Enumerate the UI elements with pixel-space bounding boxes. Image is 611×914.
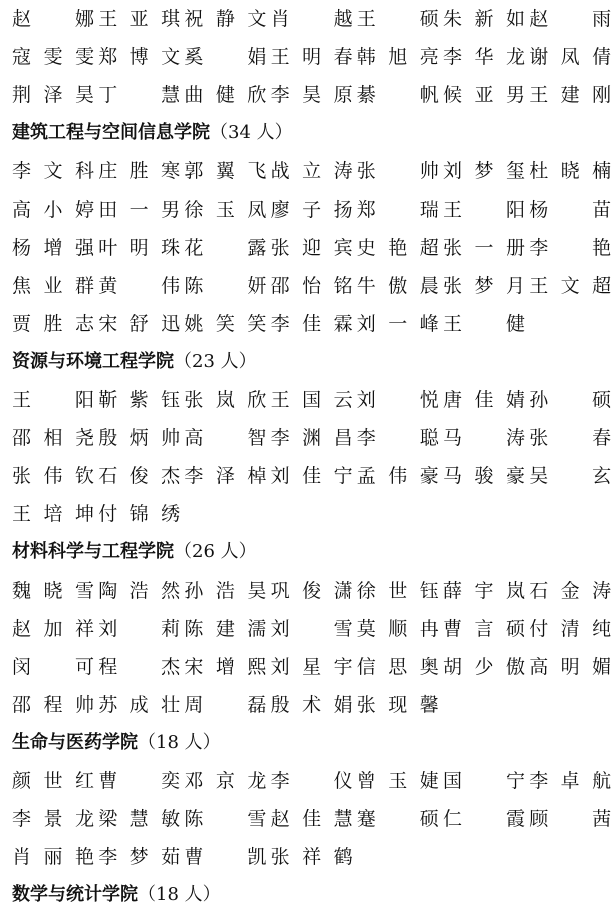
person-name: 谢凤倩 xyxy=(529,46,611,69)
name-row xyxy=(12,0,611,38)
person-name: 莫顺冉 xyxy=(356,617,439,640)
college-count: （23 人） xyxy=(174,350,257,372)
person-name: 胡少傲 xyxy=(443,655,525,678)
person-name: 石金涛 xyxy=(529,579,611,602)
person-name: 曲健欣 xyxy=(184,84,267,107)
person-name: 韩旭亮 xyxy=(356,46,439,69)
name-row xyxy=(12,381,611,419)
college-name: 生命与医药学院 xyxy=(12,731,138,753)
person-name: 闵 可 xyxy=(12,655,94,678)
person-name: 寇雯雯 xyxy=(12,46,94,69)
person-name: 周 磊 xyxy=(184,693,267,716)
person-name: 唐佳婧 xyxy=(443,389,525,411)
person-name: 肖 越 xyxy=(270,8,353,30)
person-name: 付清纯 xyxy=(529,617,611,640)
person-name: 张伟钦 xyxy=(12,465,94,488)
person-name: 王国云 xyxy=(270,389,353,411)
person-name: 王 阳 xyxy=(443,198,525,221)
person-name: 田一男 xyxy=(98,198,181,221)
person-name: 苏成壮 xyxy=(98,693,181,716)
college-heading xyxy=(12,343,592,381)
person-name: 赵加祥 xyxy=(12,617,94,640)
person-name: 王亚琪 xyxy=(98,8,181,30)
person-name: 王明春 xyxy=(270,46,353,69)
person-name: 陈 妍 xyxy=(184,274,267,297)
person-name: 王 硕 xyxy=(356,8,439,30)
person-name: 梁慧敏 xyxy=(98,808,181,831)
person-name: 张迎宾 xyxy=(270,236,353,259)
person-name: 马骏豪 xyxy=(443,465,525,488)
person-name: 徐玉凤 xyxy=(184,198,267,221)
person-name: 宋增熙 xyxy=(184,655,267,678)
name-row xyxy=(12,152,611,190)
person-name: 郑博文 xyxy=(98,46,181,69)
college-heading xyxy=(12,533,592,571)
person-name: 朱新如 xyxy=(443,8,525,30)
college-count: （26 人） xyxy=(174,541,257,563)
person-name: 李渊昌 xyxy=(270,427,353,450)
person-name: 徐世钰 xyxy=(356,579,439,602)
person-name: 王培坤 xyxy=(12,503,94,526)
name-row xyxy=(12,267,611,305)
college-heading xyxy=(12,724,592,762)
person-name: 靳紫钰 xyxy=(98,389,181,411)
person-name: 李昊原 xyxy=(270,84,353,107)
person-name: 杜晓楠 xyxy=(529,160,611,183)
person-name: 石俊杰 xyxy=(98,465,181,488)
name-row xyxy=(12,838,600,876)
person-name: 高 智 xyxy=(184,427,267,450)
name-row xyxy=(12,457,611,495)
person-name: 牛傲晨 xyxy=(356,274,439,297)
college-heading xyxy=(12,876,592,914)
person-name: 邓京龙 xyxy=(184,770,267,792)
person-name: 张现馨 xyxy=(356,693,439,716)
person-name: 高明媚 xyxy=(529,655,611,678)
college-count: （34 人） xyxy=(210,122,293,144)
person-name: 张岚欣 xyxy=(184,389,267,411)
name-row xyxy=(12,419,611,457)
person-name: 高小婷 xyxy=(12,198,94,221)
person-name: 孙浩昊 xyxy=(184,579,267,602)
person-name: 祝静文 xyxy=(184,8,267,30)
person-name: 廖子扬 xyxy=(270,198,353,221)
person-name: 赵 娜 xyxy=(12,8,94,30)
name-row xyxy=(12,495,600,533)
person-name: 蹇 硕 xyxy=(356,808,439,831)
name-row xyxy=(12,191,611,229)
name-row xyxy=(12,38,611,76)
name-row xyxy=(12,305,600,343)
person-name: 巩俊潇 xyxy=(270,579,353,602)
name-row xyxy=(12,610,611,648)
college-count: （18 人） xyxy=(138,731,221,753)
person-name: 李卓航 xyxy=(529,770,611,792)
person-name: 李华龙 xyxy=(443,46,525,69)
person-name: 张 帅 xyxy=(356,160,439,183)
person-name: 程 杰 xyxy=(98,655,181,678)
person-name: 仁 霞 xyxy=(443,808,525,831)
person-name: 曾玉婕 xyxy=(356,770,439,792)
person-name: 孙 硕 xyxy=(529,389,611,411)
person-name: 李佳霖 xyxy=(270,312,353,335)
college-name: 材料科学与工程学院 xyxy=(12,541,174,563)
name-row xyxy=(12,229,611,267)
person-name: 李 聪 xyxy=(356,427,439,450)
person-name: 宋舒迅 xyxy=(98,312,181,335)
name-row xyxy=(12,762,611,800)
person-name: 战立涛 xyxy=(270,160,353,183)
person-name: 国 宁 xyxy=(443,770,525,792)
person-name: 贾胜志 xyxy=(12,312,94,335)
person-name: 张祥鹤 xyxy=(270,846,353,869)
person-name: 杨 苗 xyxy=(529,198,611,221)
person-name: 杨增强 xyxy=(12,236,94,259)
person-name: 顾 茜 xyxy=(529,808,611,831)
person-name: 焦业群 xyxy=(12,274,94,297)
person-name: 殷术娟 xyxy=(270,693,353,716)
college-name: 资源与环境工程学院 xyxy=(12,350,174,372)
person-name: 綦 帆 xyxy=(356,84,439,107)
person-name: 王建刚 xyxy=(529,84,611,107)
person-name: 薛宇岚 xyxy=(443,579,525,602)
person-name: 姚笑笑 xyxy=(184,312,267,335)
name-row xyxy=(12,686,600,724)
person-name: 刘 雪 xyxy=(270,617,353,640)
person-name: 曹 凯 xyxy=(184,846,267,869)
person-name: 张一册 xyxy=(443,236,525,259)
person-name: 李泽棹 xyxy=(184,465,267,488)
person-name: 庄胜寒 xyxy=(98,160,181,183)
person-name: 王文超 xyxy=(529,274,611,297)
person-name: 史艳超 xyxy=(356,236,439,259)
person-name: 刘 悦 xyxy=(356,389,439,411)
person-name: 赵佳慧 xyxy=(270,808,353,831)
person-name: 魏晓雪 xyxy=(12,579,94,602)
person-name: 殷炳帅 xyxy=(98,427,181,450)
person-name: 陈建濡 xyxy=(184,617,267,640)
person-name: 信思奥 xyxy=(356,655,439,678)
person-name: 刘一峰 xyxy=(356,312,439,335)
person-name: 黄 伟 xyxy=(98,274,181,297)
person-name: 丁 慧 xyxy=(98,84,181,107)
person-name: 邵怡铭 xyxy=(270,274,353,297)
person-name: 陈 雪 xyxy=(184,808,267,831)
college-name: 建筑工程与空间信息学院 xyxy=(12,122,210,144)
person-name: 颜世红 xyxy=(12,770,94,792)
person-name: 王 阳 xyxy=(12,389,94,411)
person-name: 花 露 xyxy=(184,236,267,259)
name-row xyxy=(12,800,611,838)
person-name: 吴 玄 xyxy=(529,465,611,488)
college-count: （18 人） xyxy=(138,884,221,906)
person-name: 李梦茹 xyxy=(98,846,181,869)
college-name: 数学与统计学院 xyxy=(12,884,138,906)
person-name: 刘佳宁 xyxy=(270,465,353,488)
person-name: 刘星宇 xyxy=(270,655,353,678)
person-name: 赵 雨 xyxy=(529,8,611,30)
name-row xyxy=(12,76,611,114)
person-name: 荆泽昊 xyxy=(12,84,94,107)
person-name: 张 春 xyxy=(529,427,611,450)
person-name: 马 涛 xyxy=(443,427,525,450)
person-name: 叶明珠 xyxy=(98,236,181,259)
person-name: 曹言硕 xyxy=(443,617,525,640)
person-name: 郭翼飞 xyxy=(184,160,267,183)
name-row xyxy=(12,572,611,610)
person-name: 孟伟豪 xyxy=(356,465,439,488)
person-name: 王 健 xyxy=(443,312,525,335)
person-name: 张梦月 xyxy=(443,274,525,297)
person-name: 邵程帅 xyxy=(12,693,94,716)
person-name: 付锦绣 xyxy=(98,503,181,526)
person-name: 李文科 xyxy=(12,160,94,183)
person-name: 邵相尧 xyxy=(12,427,94,450)
person-name: 刘 莉 xyxy=(98,617,181,640)
person-name: 李 仪 xyxy=(270,770,353,792)
name-row xyxy=(12,648,611,686)
college-heading xyxy=(12,114,592,152)
person-name: 曹 奕 xyxy=(98,770,181,792)
person-name: 肖丽艳 xyxy=(12,846,94,869)
person-name: 郑 瑞 xyxy=(356,198,439,221)
person-name: 李 艳 xyxy=(529,236,611,259)
person-name: 刘梦玺 xyxy=(443,160,525,183)
person-name: 陶浩然 xyxy=(98,579,181,602)
person-name: 李景龙 xyxy=(12,808,94,831)
person-name: 奚 娟 xyxy=(184,46,267,69)
person-name: 候亚男 xyxy=(443,84,525,107)
